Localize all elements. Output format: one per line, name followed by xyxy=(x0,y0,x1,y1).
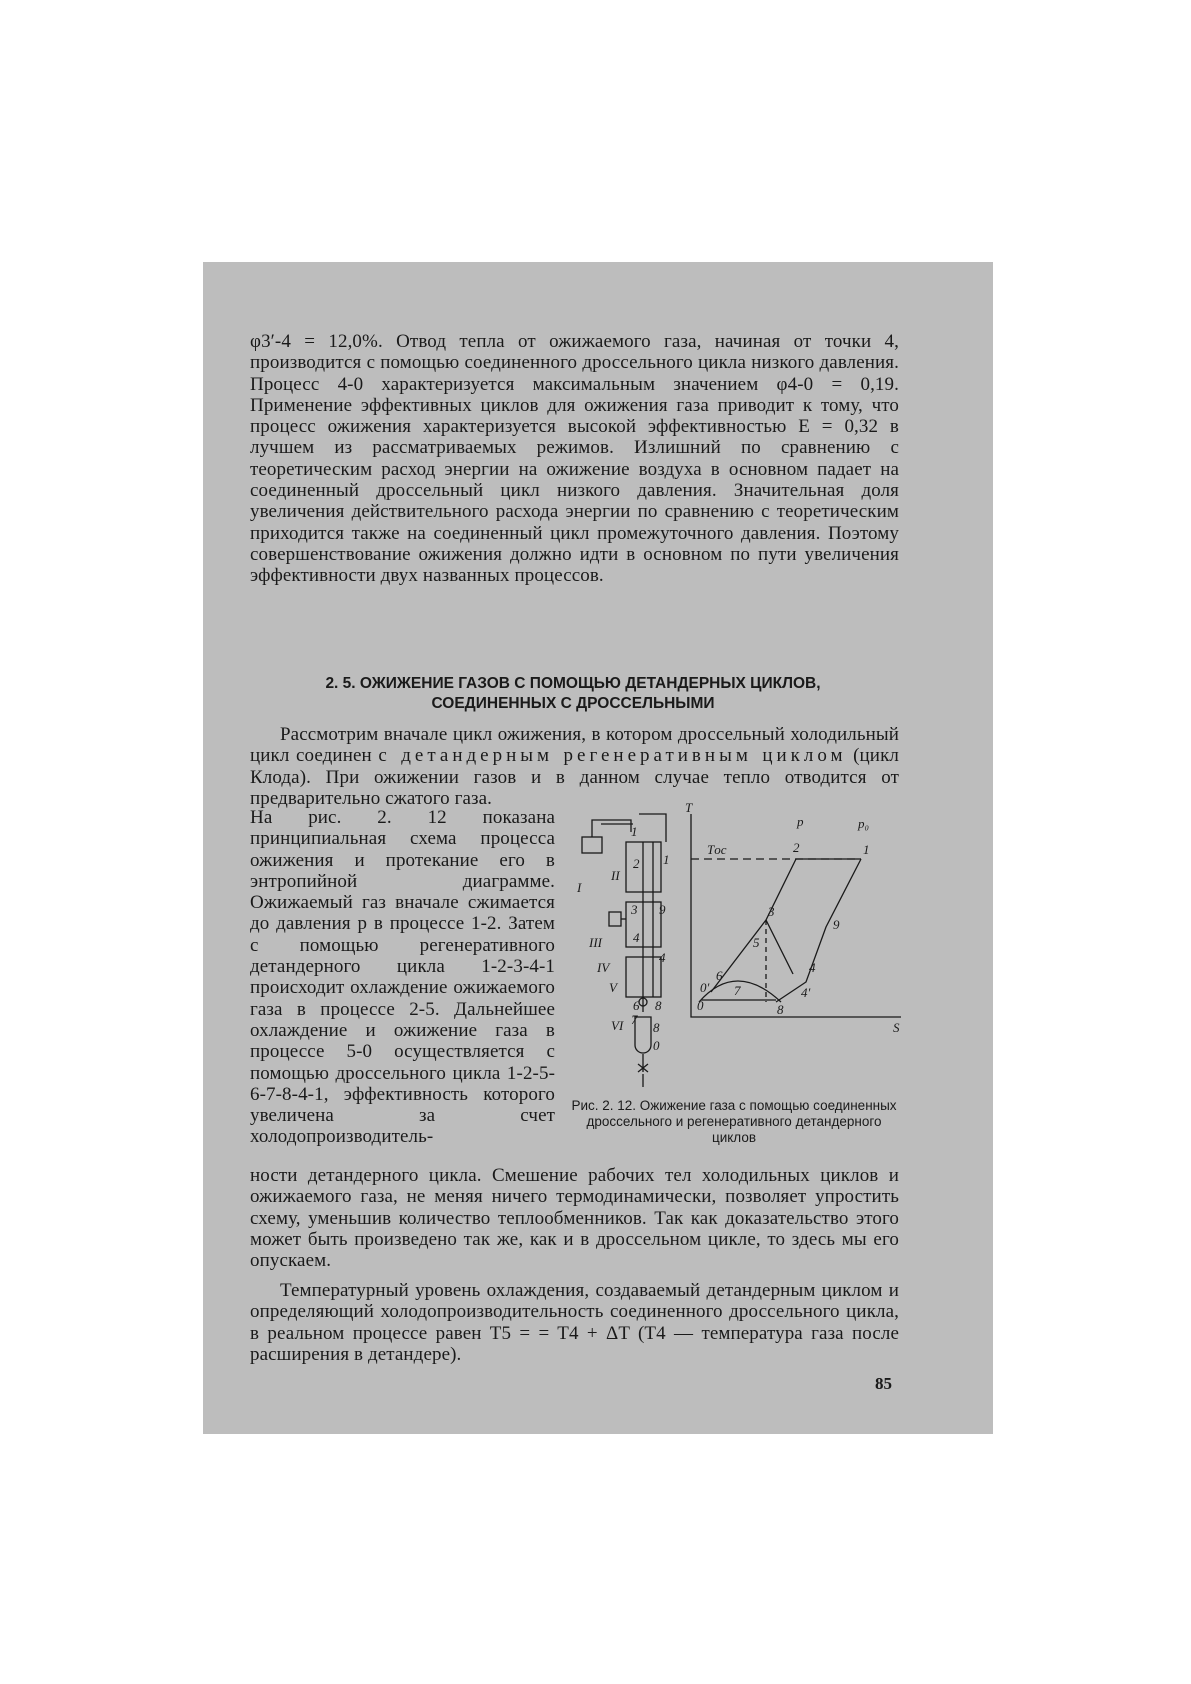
svg-text:VI: VI xyxy=(611,1018,624,1033)
paragraph-2-end: (цикл Клода). При ожижении газов и в данном случае тепло отводится от предварительно сжатого газа. xyxy=(250,745,899,809)
heading-line-1: 2. 5. ОЖИЖЕНИЕ ГАЗОВ С ПОМОЩЬЮ ДЕТАНДЕРНЫХ ЦИКЛОВ, xyxy=(325,675,821,692)
paragraph-1: φ3′-4 = 12,0%. Отвод тепла от ожижаемого газа, начиная от точки 4, производится с помощью соединенного дроссельного цикла низкого давления. Процесс 4-0 характеризуется максимальным значением φ4-0 = 0,19. Применение эффективных циклов для ожижения газа приводит к тому, что процесс ожижения характеризуется высокой эффективностью E = 0,32 в лучшем из рассматриваемых режимов. Излишний по сравнению с теоретическим расход энергии на ожижение воздуха в основном падает на соединенный дроссельный цикл низкого давления. Значительная доля увеличения действительного расхода энергии по сравнению с теоретическим приходится также на соединенный цикл промежуточного давления. Поэтому совершенствование ожижения должно идти в основном по пути увеличения эффективности двух названных процессов. xyxy=(250,331,899,587)
svg-text:0: 0 xyxy=(653,1038,660,1053)
svg-text:8: 8 xyxy=(653,1020,660,1035)
expansion-3-4 xyxy=(766,920,793,974)
svg-text:3: 3 xyxy=(768,904,775,919)
svg-text:1: 1 xyxy=(663,852,670,867)
paragraph-wrap: На рис. 2. 12 показана принципиальная схема процесса ожижения и протекание его в энтропийной диаграмме. Ожижаемый газ вначале сжимается до давления p в процессе 1-2. Затем с помощью регенеративного детандерного цикла 1-2-3-4-1 происходит охлаждение ожижаемого газа в процессе 2-5. Дальнейшее охлаждение и ожижение газа в процессе 5-0 осуществляется с помощью дроссельного цикла 1-2-5-6-7-8-4-1, эффективность которого увеличена за счет холодопроизводитель- xyxy=(250,807,555,1148)
svg-text:IV: IV xyxy=(597,960,610,975)
svg-text:I: I xyxy=(577,880,582,895)
expander-icon xyxy=(609,912,621,926)
process-1-4 xyxy=(776,859,861,1002)
paragraph-2-start: Рассмотрим вначале цикл ожижения, в котором дроссельный холодильный цикл соединен xyxy=(250,724,899,767)
svg-text:2: 2 xyxy=(793,840,800,855)
svg-text:S: S xyxy=(893,1020,900,1035)
paragraph-4 xyxy=(250,1280,899,1365)
svg-text:3: 3 xyxy=(631,902,638,917)
svg-text:0: 0 xyxy=(697,998,704,1013)
svg-text:7: 7 xyxy=(631,1012,638,1027)
paragraph-4-text: Температурный уровень охлаждения, создаваемый детандерным циклом и определяющий холодопроизводительность соединенного дроссельного цикла, в реальном процессе равен T5 = = T4 + ΔT (T4 — температура газа после расширения в детандере). xyxy=(250,1280,899,1365)
figure-caption: Рис. 2. 12. Ожижение газа с помощью соединенных дроссельного и регенеративного детандерного циклов xyxy=(571,1098,897,1145)
svg-text:8: 8 xyxy=(777,1002,784,1017)
page-number: 85 xyxy=(875,1374,892,1393)
compressor-icon xyxy=(582,837,602,853)
svg-text:6: 6 xyxy=(716,968,723,983)
svg-text:0′: 0′ xyxy=(700,980,710,995)
paragraph-3: ности детандерного цикла. Смешение рабочих тел холодильных циклов и ожижаемого газа, не меняя ничего термодинамически, позволяет упростить схему, уменьшив количество теплообменников. Так как доказательство этого может быть произведено так же, как и в дроссельном цикле, то здесь мы его опускаем. xyxy=(250,1165,899,1272)
svg-text:II: II xyxy=(611,868,620,883)
section-heading xyxy=(263,674,883,714)
svg-text:4: 4 xyxy=(633,930,640,945)
svg-text:2: 2 xyxy=(633,856,640,871)
svg-text:4′: 4′ xyxy=(801,985,811,1000)
svg-text:p₀: p₀ xyxy=(858,816,870,831)
svg-text:7: 7 xyxy=(734,983,741,998)
svg-text:9: 9 xyxy=(659,902,666,917)
paragraph-2-emphasis: с детандерным регенеративным циклом xyxy=(378,745,847,767)
book-page xyxy=(203,262,993,1434)
svg-text:4: 4 xyxy=(659,950,666,965)
svg-text:p: p xyxy=(797,814,804,829)
svg-text:1: 1 xyxy=(631,824,638,839)
paragraph-2 xyxy=(250,724,899,809)
svg-text:1: 1 xyxy=(863,842,870,857)
svg-text:8: 8 xyxy=(655,998,662,1013)
svg-text:5: 5 xyxy=(753,935,760,950)
svg-text:T: T xyxy=(685,802,693,815)
svg-text:9: 9 xyxy=(833,917,840,932)
svg-text:III: III xyxy=(589,935,602,950)
heading-line-2: СОЕДИНЕННЫХ С ДРОССЕЛЬНЫМИ xyxy=(431,695,715,712)
process-2-5-0 xyxy=(711,859,796,992)
svg-text:V: V xyxy=(609,980,617,995)
svg-text:4: 4 xyxy=(809,960,816,975)
svg-text:6: 6 xyxy=(633,998,640,1013)
figure-2-12 xyxy=(571,802,901,1112)
svg-text:Tос: Tос xyxy=(707,842,727,857)
